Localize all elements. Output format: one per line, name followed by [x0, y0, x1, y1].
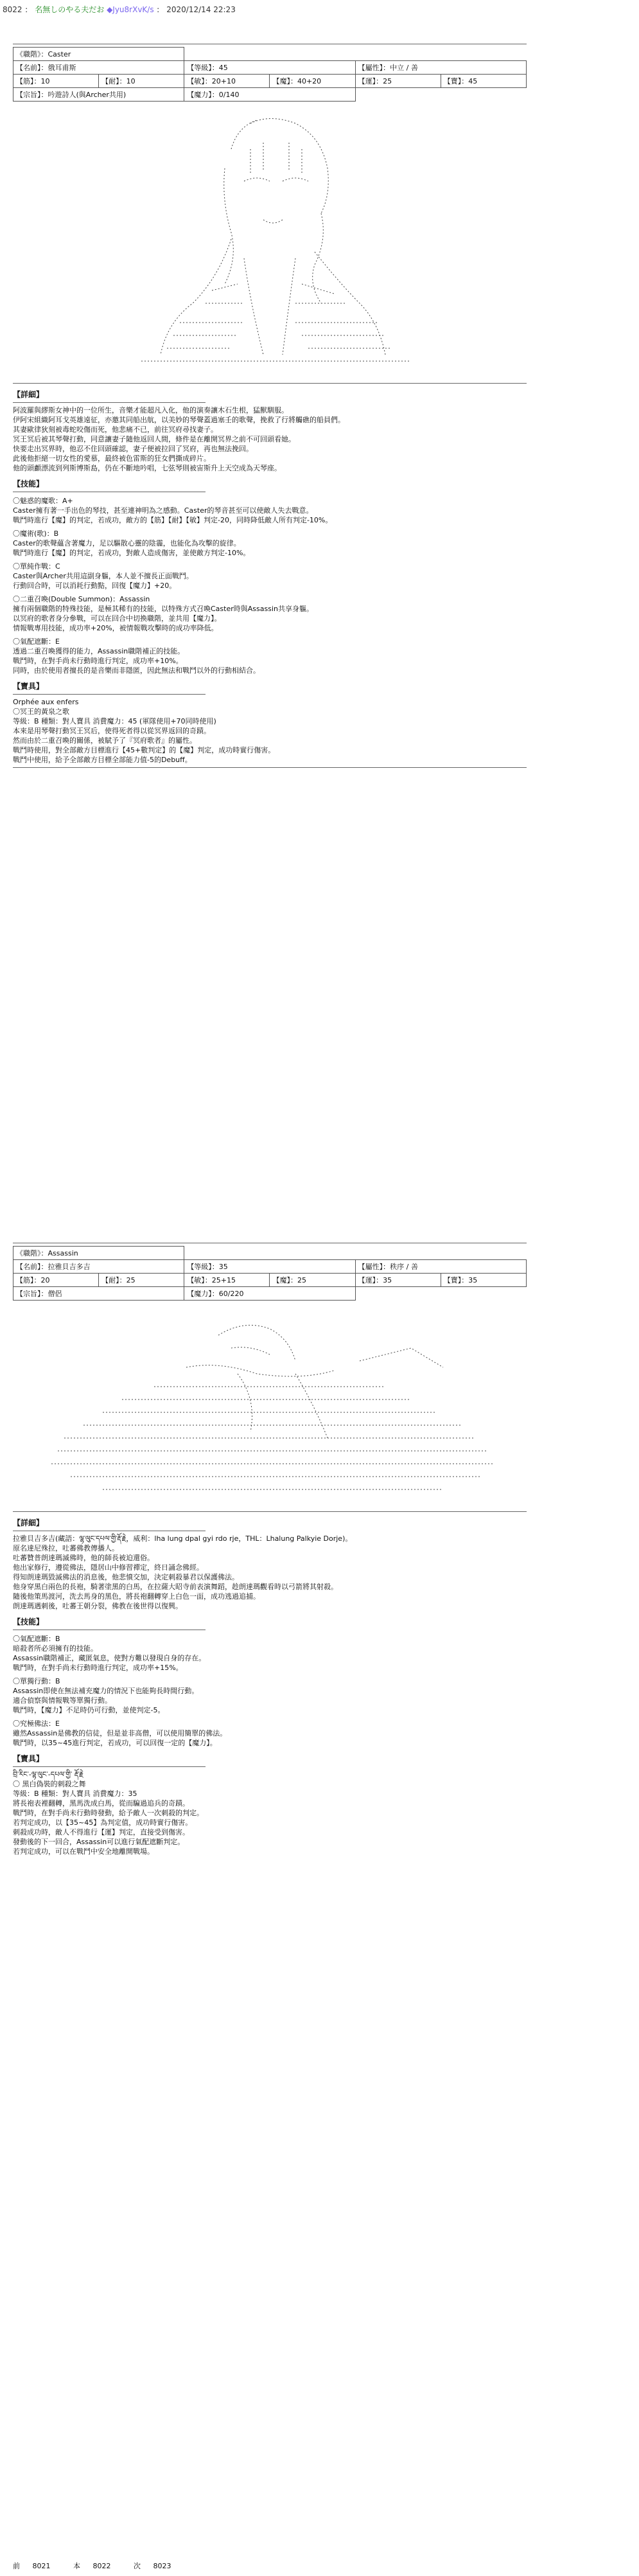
skill-entry — [13, 637, 527, 675]
stat-con: 【耐】：25 — [99, 1274, 184, 1287]
poster-trip: ◆Jyu8rXvK/s — [107, 5, 154, 14]
divider — [13, 402, 206, 403]
bio-text: 拉雅貝吉多吉(藏語：ལྷ་ལུང་དཔལ་གྱི་རྡོ་རྗེ，威利：lha lung dpal gyi rdo rje，THL：Lhalung Palkyie Dorje)。 原名達尼殊拉，吐蕃佛教傳播人。 吐蕃贊普朗達瑪滅佛時，他的師長被迫還俗。 他出家修行，遵從佛法，隱居山中修習禪定，終日誦念佛經。 得知朗達瑪毀滅佛法的消息後，他悲憤交加，決定刺殺暴君以保護佛法。 他身穿黑白兩色的長袍，騎著塗黑的白馬，在拉薩大昭寺前表演舞蹈，趁朗達瑪觀看時以弓箭將其射殺。 隨後他策馬渡河，洗去馬身的黑色，將長袍翻轉穿上白色一面，成功逃過追捕。 朗達瑪遇刺後，吐蕃王朝分裂，佛教在後世得以復興。 — [13, 1534, 353, 1610]
skill-entry — [13, 1719, 527, 1748]
skill-name: 〇二重召喚(Double Summon)：Assassin — [13, 595, 150, 603]
stat-agi: 【敏】：20+10 — [184, 75, 270, 88]
np-meta: 等級：B 種類：對人寶具 消費魔力：35 — [13, 1790, 137, 1798]
stat-mag: 【魔】：40+20 — [270, 75, 355, 88]
assassin-sheet — [13, 1240, 527, 1856]
np-name: Orphée aux enfers — [13, 698, 79, 706]
skill-desc: Caster擁有著一手出色的琴技，甚至連神明為之感動。Caster的琴音甚至可以使敵人失去戰意。 戰鬥時進行【魔】的判定，若成功，敵方的【筋】【耐】【敏】判定-20，同時降低敵人所有判定-10%。 — [13, 506, 333, 524]
skill-desc: Caster的歌聲蘊含著魔力，足以驅散心靈的陰霾，也能化為攻擊的旋律。 戰鬥時進行【魔】的判定，若成功，對敵人造成傷害，並使敵方判定-10%。 — [13, 539, 250, 557]
np-title: 【寶具】 — [13, 682, 44, 691]
skill-entry — [13, 496, 527, 525]
skill-desc: 雖然Assassin是佛教的信徒，但是並非高僧，可以使用簡單的佛法。 戰鬥時，以35~45進行判定，若成功，可以回復一定的【魔力】。 — [13, 1729, 227, 1747]
skill-name: 〇單獨行動：B — [13, 1677, 60, 1685]
skill-desc: 擁有兩個職階的特殊技能，是極其稀有的技能，以特殊方式召喚Caster時與Assassin共享身軀。 以冥府的歌者身分參戰，可以在回合中切換職階，並共用【魔力】。 情報戰專用技能，成功率+20%，被情報戰攻擊時的成功率降低。 — [13, 605, 313, 632]
stat-mag: 【魔】：25 — [270, 1274, 355, 1287]
np-desc: 將長袍表裡翻轉，黑馬洗成白馬，從而騙過追兵的奇蹟。 戰鬥時，在對手尚未行動時發動，給予敵人一次刺殺的判定。 若判定成功，以【35~45】為判定值，成功時實行傷害。 刺殺成功時，敵人不得進行【運】判定，直接受到傷害。 發動後的下一回合，Assassin可以進行氣配遮斷判定。 若判定成功，可以在戰鬥中安全地離開戰場。 — [13, 1799, 204, 1856]
stat-luck: 【運】：25 — [355, 75, 441, 88]
ascii-art-portrait — [13, 111, 527, 374]
np-subtitle: 〇冥王的黃泉之歌 — [13, 707, 69, 716]
class-line: 《職階》：Assassin — [13, 1247, 184, 1260]
skill-desc: Assassin即使在無法補充魔力的情況下也能夠長時間行動。 適合偵察與情報戰等單獨行動。 戰鬥時，【魔力】不足時仍可行動，並使判定-5。 — [13, 1687, 199, 1714]
stat-agi: 【敏】：25+15 — [184, 1274, 270, 1287]
np-desc: 本來是用琴聲打動冥王冥后，使得死者得以從冥界返回的奇蹟。 然而由於二重召喚的關係，被賦予了『冥府歌者』的屬性。 戰鬥時使用，對全部敵方目標進行【45+數判定】的【魔】判定，成功時實行傷害。 戰鬥中使用，給予全部敵方目標全部能力值-5的Debuff。 — [13, 727, 276, 764]
stat-np: 【寶】：35 — [441, 1274, 526, 1287]
skill-desc: Caster與Archer共用這副身軀，本人並不擅長正面戰鬥。 行動回合時，可以消耗行動點，回復【魔力】+20。 — [13, 572, 193, 590]
skill-entry — [13, 1634, 527, 1673]
np-subtitle: 〇 黑白偽裝的刺殺之舞 — [13, 1780, 86, 1788]
mana-cell: 【魔力】：60/220 — [184, 1287, 355, 1301]
skill-entry — [13, 562, 527, 591]
post-number[interactable]: 8022 — [3, 5, 22, 14]
ascii-art-portrait — [13, 1310, 527, 1502]
skill-name: 〇魅惑的魔歌：A+ — [13, 497, 73, 505]
name-cell: 【名前】：俄耳甫斯 — [13, 61, 184, 75]
nav-current[interactable]: 本 8022 — [73, 2562, 111, 2570]
class-line: 《職階》：Caster — [13, 48, 184, 61]
alignment-cell: 【屬性】：中立 / 善 — [355, 61, 526, 75]
stat-con: 【耐】：10 — [99, 75, 184, 88]
name-cell: 【名前】：拉雅貝吉多吉 — [13, 1260, 184, 1274]
divider — [13, 1511, 527, 1512]
stat-str: 【筋】：10 — [13, 75, 99, 88]
np-meta: 等級：B 種類：對人寶具 消費魔力：45 (軍隊使用+70同時使用) — [13, 717, 216, 725]
portrait-art — [26, 1310, 514, 1502]
origin-cell: 【宗旨】：僧侶 — [13, 1287, 184, 1301]
level-cell: 【等級】：45 — [184, 61, 355, 75]
poster-name[interactable]: 名無しのやる夫だお — [35, 5, 105, 14]
post-header: 8022 ： 名無しのやる夫だお ◆Jyu8rXvK/s ： 2020/12/14 22:23 — [3, 5, 236, 14]
divider — [13, 1766, 206, 1767]
alignment-cell: 【屬性】：秩序 / 善 — [355, 1260, 526, 1274]
assassin-info-table — [13, 1246, 527, 1301]
divider — [13, 694, 206, 695]
skills-title: 【技能】 — [13, 479, 44, 488]
np-title: 【寶具】 — [13, 1754, 44, 1763]
skill-entry — [13, 1676, 527, 1715]
stat-luck: 【運】：35 — [355, 1274, 441, 1287]
mana-cell: 【魔力】：0/140 — [184, 88, 355, 102]
stat-str: 【筋】：20 — [13, 1274, 99, 1287]
caster-sheet — [13, 41, 527, 770]
divider — [13, 383, 527, 384]
portrait-art — [103, 111, 437, 374]
stat-np: 【寶】：45 — [441, 75, 526, 88]
skill-desc: 透過二重召喚獲得的能力，Assassin職階補正的技能。 戰鬥時，在對手尚未行動時進行判定，成功率+10%。 同時，由於使用者擅長的是音樂而非隱匿，因此無法和戰鬥以外的行動相結合。 — [13, 647, 260, 675]
skill-entry — [13, 529, 527, 558]
caster-info-table — [13, 47, 527, 102]
nav-prev[interactable]: 前 8021 — [13, 2562, 51, 2570]
skill-name: 〇究極佛法：E — [13, 1719, 60, 1728]
level-cell: 【等級】：35 — [184, 1260, 355, 1274]
divider — [13, 767, 527, 768]
post-datetime: 2020/12/14 22:23 — [166, 5, 236, 14]
origin-cell: 【宗旨】：吟遊詩人(與Archer共用) — [13, 88, 184, 102]
nav-next[interactable]: 次 8023 — [134, 2562, 171, 2570]
skill-entry — [13, 594, 527, 633]
skill-desc: 暗殺者所必須擁有的技能。 Assassin職階補正，藏匿氣息，使對方難以發現自身的存在。 戰鬥時，在對手尚未行動時進行判定，成功率+15%。 — [13, 1644, 206, 1672]
skill-name: 〇氣配遮斷：E — [13, 637, 60, 646]
bio-title: 【詳細】 — [13, 1518, 44, 1527]
skill-name: 〇單純作戰：C — [13, 562, 60, 571]
np-name: བྲི་རིང་-ལྷ་ལུང་-དཔལ་གྱི་ རྡོ་རྗེ — [13, 1770, 83, 1779]
bio-title: 【詳細】 — [13, 390, 44, 399]
skill-name: 〇魔術(歌)：B — [13, 529, 59, 538]
bio-text: 阿波羅與繆斯女神中的一位所生，音樂才能超凡入化，他的演奏讓木石生根，猛獸馴服。 伊阿宋組織阿耳戈英雄遠征，亦邀其同船出航，以美妙的琴聲蓋過塞壬的歌聲，挽救了行將觸礁的船員們。 其妻歐律狄刻被毒蛇咬傷而死，他悲痛不已，前往冥府尋找妻子。 冥王冥后被其琴聲打動，同意讓妻子隨他返回人間，條件是在離開冥界之前不可回頭看她。 快要走出冥界時，他忍不住回頭確認，妻子便被拉回了冥府，再也無法挽回。 此後他拒絕一切女性的愛慕，最終被色雷斯的狂女們撕成碎片。 他的頭顱漂流到列斯博斯島，仍在不斷地吟唱，七弦琴則被宙斯升上天空成為天琴座。 — [13, 406, 345, 472]
skill-name: 〇氣配遮斷：B — [13, 1635, 60, 1643]
post-nav — [13, 2561, 192, 2571]
skills-title: 【技能】 — [13, 1617, 44, 1626]
